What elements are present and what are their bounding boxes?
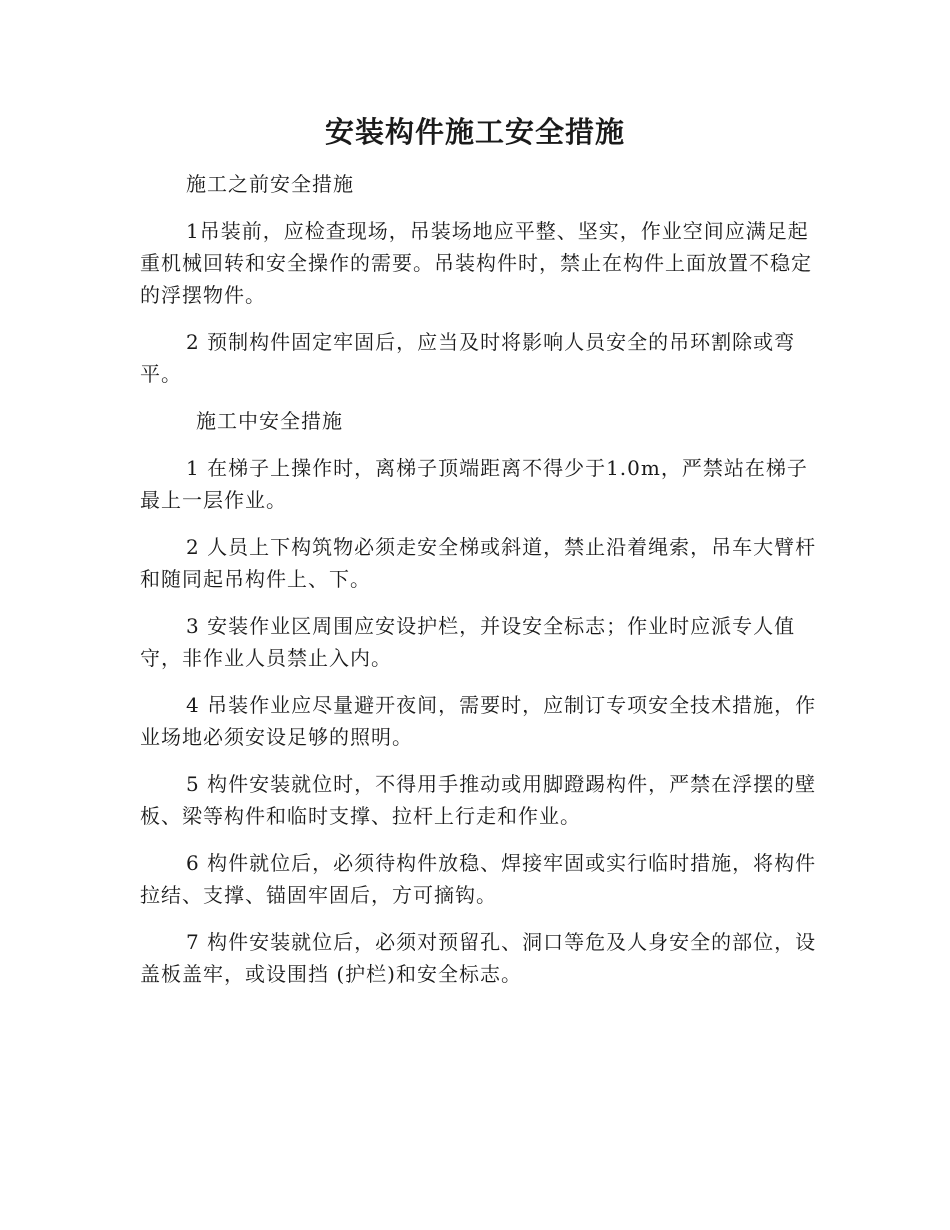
paragraph: 4 吊装作业应尽量避开夜间，需要时，应制订专项安全技术措施，作业场地必须安设足够的照明。	[140, 693, 817, 749]
paragraph: 1吊装前，应检查现场，吊装场地应平整、坚实，作业空间应满足起重机械回转和安全操作的需要。吊装构件时，禁止在构件上面放置不稳定的浮摆物件。	[140, 219, 812, 307]
paragraph: 3 安装作业区周围应安设护栏，并设安全标志；作业时应派专人值守，非作业人员禁止入内。	[140, 614, 796, 670]
page-title: 安装构件施工安全措施	[324, 115, 625, 149]
paragraph: 6 构件就位后，必须待构件放稳、焊接牢固或实行临时措施，将构件拉结、支撑、锚固牢固后，方可摘钩。	[140, 851, 817, 907]
section-heading-before: 施工之前安全措施	[186, 172, 354, 196]
document-body	[140, 168, 820, 1005]
paragraph: 5 构件安装就位时，不得用手推动或用脚蹬踢构件，严禁在浮摆的壁板、梁等构件和临时支撑、拉杆上行走和作业。	[140, 772, 817, 828]
section-heading-during: 施工中安全措施	[196, 409, 343, 433]
paragraph: 7 构件安装就位后，必须对预留孔、洞口等危及人身安全的部位，设盖板盖牢，或设围挡 (护栏)和安全标志。	[140, 930, 817, 986]
paragraph: 1 在梯子上操作时，离梯子顶端距离不得少于1.0m，严禁站在梯子最上一层作业。	[140, 456, 808, 512]
paragraph: 2 人员上下构筑物必须走安全梯或斜道，禁止沿着绳索，吊车大臂杆和随同起吊构件上、下。	[140, 535, 817, 591]
paragraph: 2 预制构件固定牢固后，应当及时将影响人员安全的吊环割除或弯平。	[140, 330, 796, 386]
